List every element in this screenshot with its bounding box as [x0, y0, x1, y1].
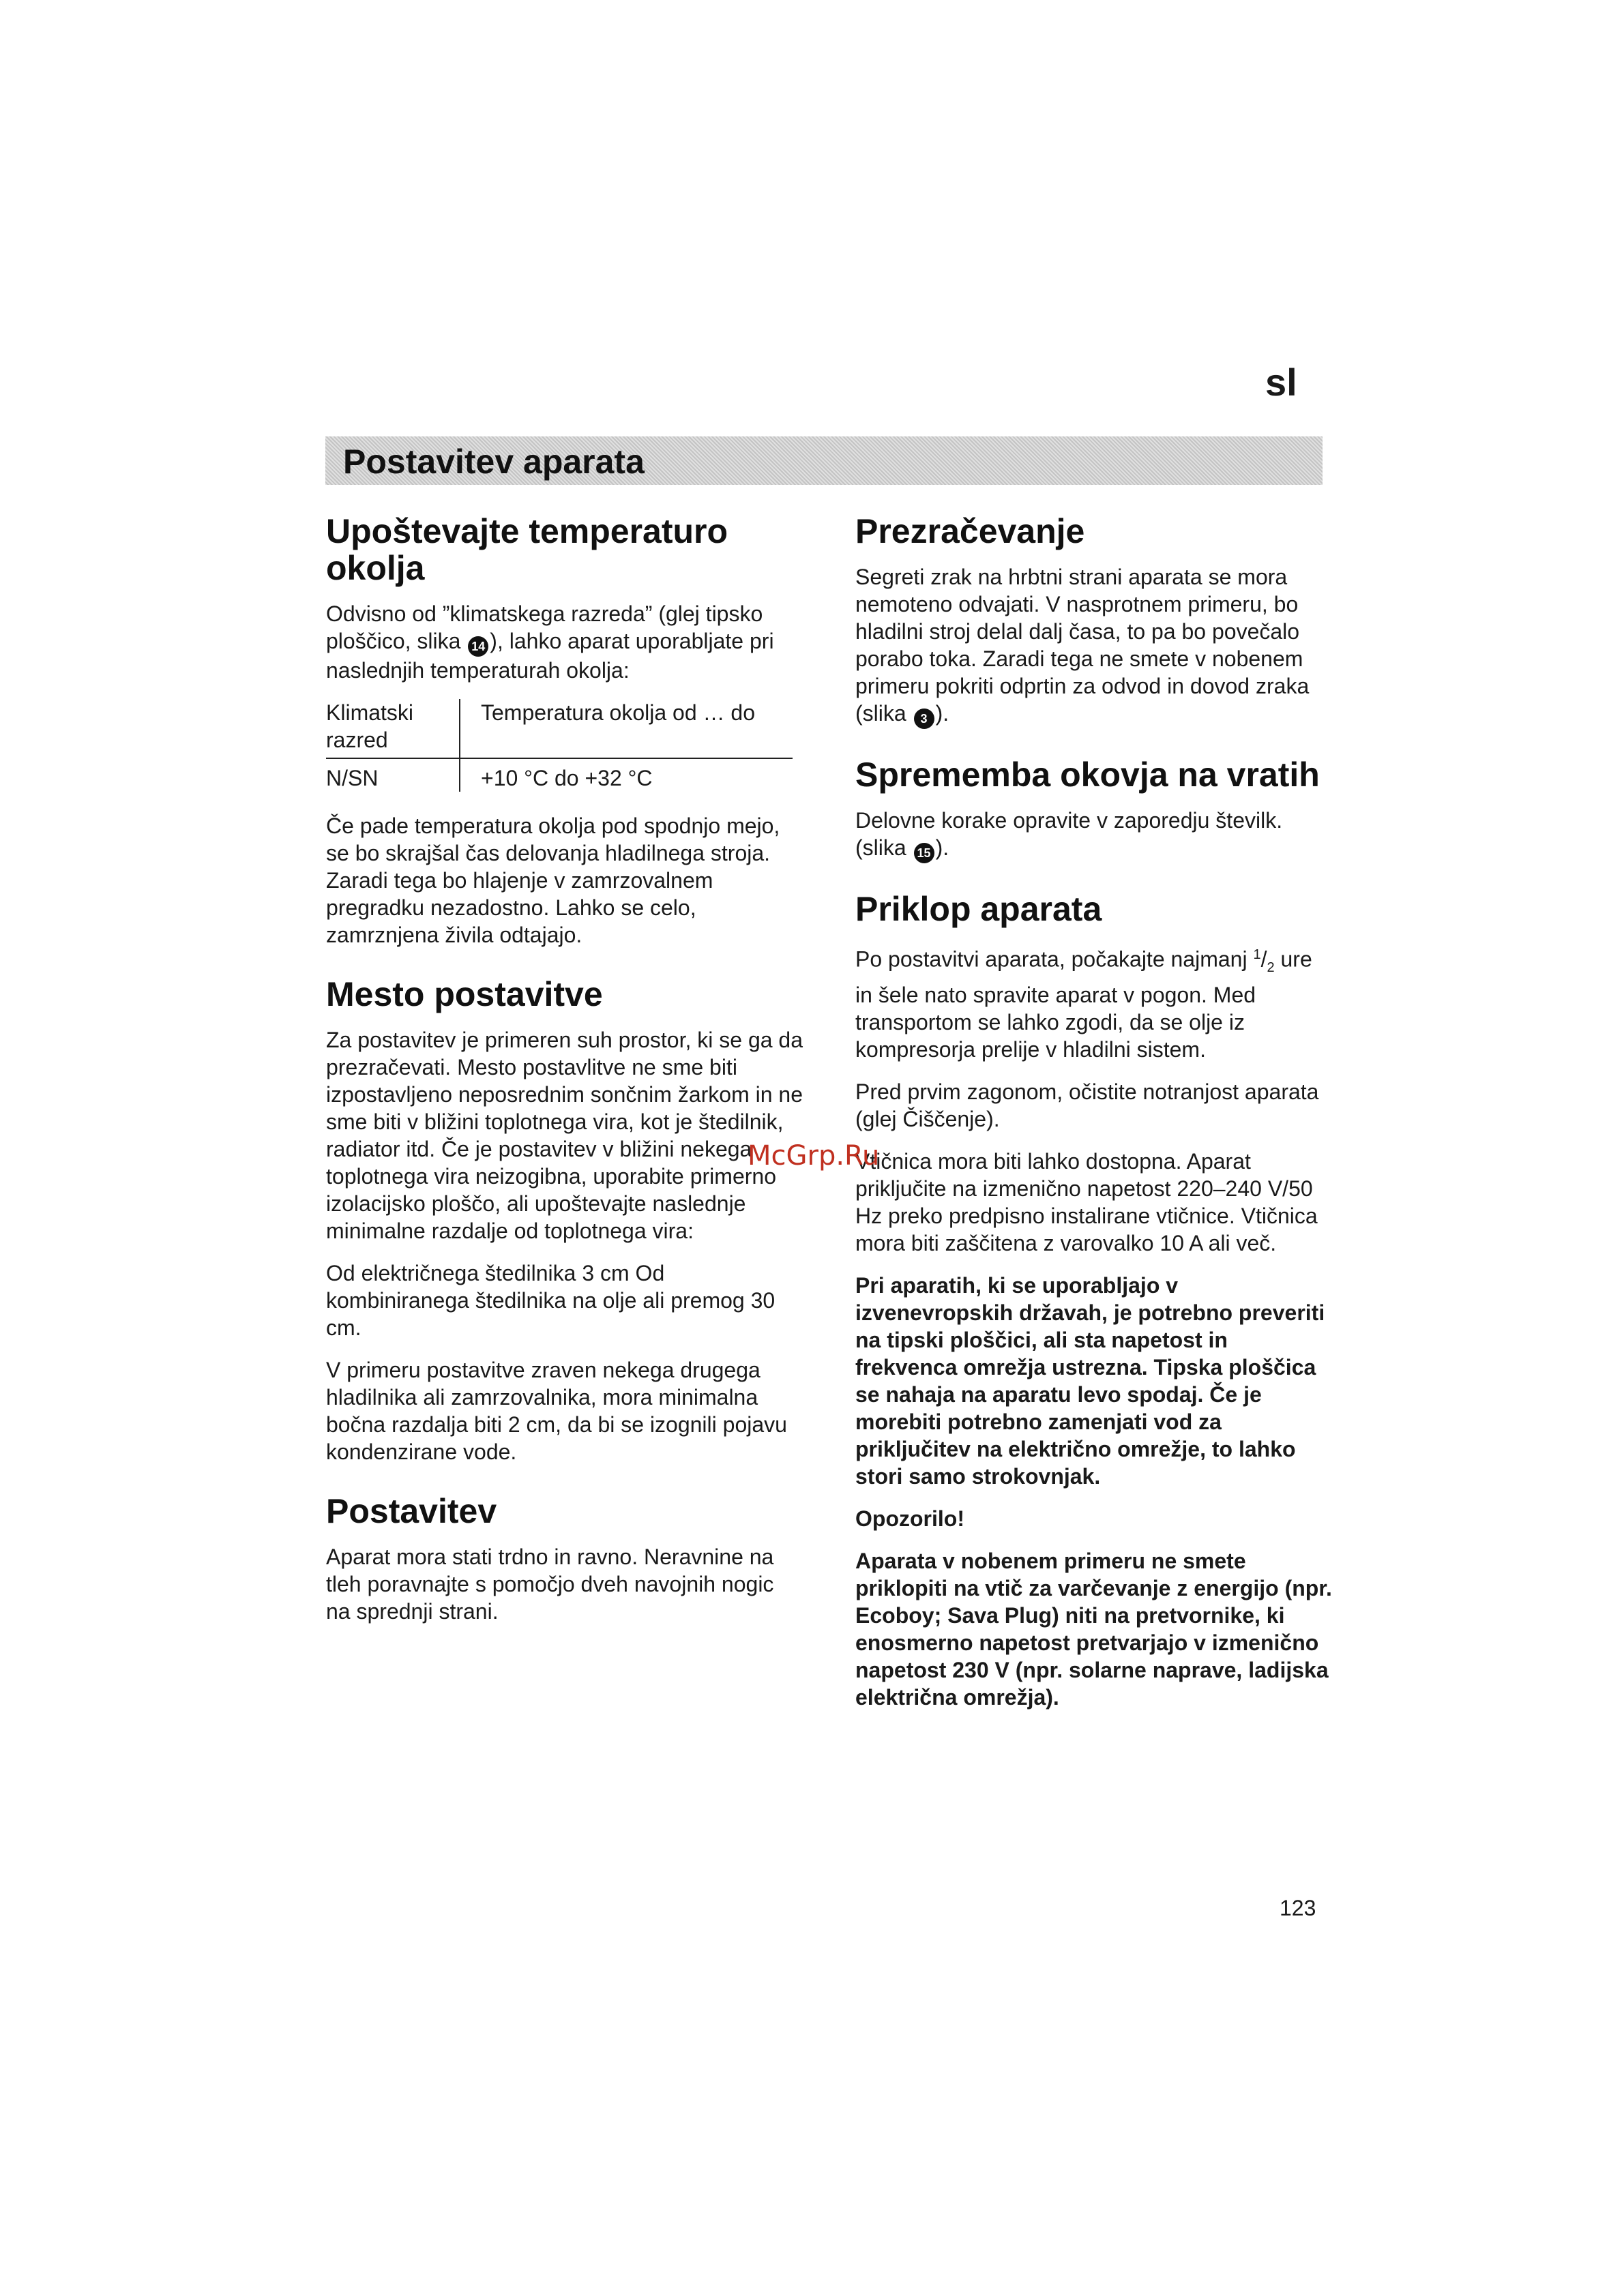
table-header-temperature: Temperatura okolja od … do: [460, 699, 793, 758]
paragraph-setup: Aparat mora stati trdno in ravno. Neravnine na tleh poravnajte s pomočjo dveh navojnih nogic na sprednji strani.: [326, 1545, 774, 1624]
left-column: [326, 513, 803, 1640]
climate-class-table: [326, 699, 793, 792]
paragraph-connection-4: Pri aparatih, ki se uporabljajo v izvenevropskih državah, je potrebno preveriti na tipski ploščici, ali sta napetost in frekvenca omrežja ustrezna. Tipska ploščica se nahaja na aparatu levo spodaj. Če je morebiti potrebno zamenjati vod za priključitev na električno omrežje, to lahko stori samo strokovnjak.: [855, 1273, 1325, 1489]
table-header-class: Klimatski razred: [326, 699, 460, 758]
heading-location: Mesto postavitve: [326, 975, 603, 1013]
figure-ref-14: 14: [468, 636, 488, 657]
heading-ventilation: Prezračevanje: [855, 512, 1085, 550]
heading-door-hinge: Sprememba okovja na vratih: [855, 756, 1320, 794]
paragraph-low-temperature: Če pade temperatura okolja pod spodnjo mejo, se bo skrajšal čas delovanja hladilnega stroja. Zaradi tega bo hlajenje v zamrzovalnem pregradku nezadostno. Lahko se celo, zamrznjena živila odtajajo.: [326, 814, 780, 947]
paragraph-connection-1: Po postavitvi aparata, počakajte najmanj $^1/_2$ ure in šele nato spravite aparat v pogon. Med transportom se lahko zgodi, da se olje iz kompresorja prelije v hladilni sistem.: [855, 946, 1312, 1062]
paragraph-door-hinge: Delovne korake opravite v zaporedju številk. (slika 15 ).: [855, 807, 1333, 863]
section-title: Postavitev aparata: [343, 443, 645, 481]
section-banner: [325, 436, 1323, 485]
table-cell-class: N/SN: [326, 766, 379, 790]
paragraph-location-3: V primeru postavitve zraven nekega drugega hladilnika ali zamrzovalnika, mora minimalna bočna razdalja biti 2 cm, da bi se izognili pojavu kondenzirane vode.: [326, 1358, 787, 1464]
page-number: 123: [1280, 1896, 1316, 1920]
watermark: McGrp.Ru: [748, 1140, 880, 1172]
paragraph-location-2: Od električnega štedilnika 3 cm Od kombiniranega štedilnika na olje ali premog 30 cm.: [326, 1261, 776, 1340]
heading-temperature: Upoštevajte temperaturo okolja: [326, 512, 728, 587]
paragraph-connection-3: Vtičnica mora biti lahko dostopna. Aparat priključite na izmenično napetost 220–240 V/50 Hz preko predpisno instalirane vtičnice. Vtičnica mora biti zaščitena z varovalko 10 A ali več.: [855, 1149, 1318, 1256]
paragraph-temperature: Odvisno od ”klimatskega razreda” (glej tipsko ploščico, slika 14 ), lahko aparat uporabljate pri naslednjih temperaturah okolja:: [326, 601, 774, 683]
table-cell-range: +10 °C do +32 °C: [460, 758, 793, 792]
heading-connection: Priklop aparata: [855, 890, 1102, 928]
figure-ref-15: 15: [914, 843, 934, 863]
language-code: sl: [1265, 361, 1297, 404]
paragraph-connection-2: Pred prvim zagonom, očistite notranjost aparata (glej Čiščenje).: [855, 1079, 1319, 1132]
warning-label: Opozorilo!: [855, 1506, 964, 1532]
paragraph-warning: Aparata v nobenem primeru ne smete priklopiti na vtič za varčevanje z energijo (npr. Ecoboy; Sava Plug) niti na pretvornike, ki enosmerno napetost pretvarjajo v izmenično napetost 230 V (npr. solarne naprave, ladijska električna omrežja).: [855, 1549, 1332, 1710]
paragraph-location-1: Za postavitev je primeren suh prostor, ki se ga da prezračevati. Mesto postavlitve ne sme biti izpostavljeno neposrednim sončnim žarkom in ne sme biti v bližini toplotnega vira, kot je štedilnik, radiator itd. Če je postavitev v bližini nekega toplotnega vira neizogibna, uporabite primerno izolacijsko ploščo, ali upoštevajte naslednje minimalne razdalje od toplotnega vira:: [326, 1028, 803, 1243]
paragraph-ventilation: Segreti zrak na hrbtni strani aparata se mora nemoteno odvajati. V nasprotnem primeru, bo hladilni stroj delal dalj časa, to pa bo povečalo porabo toka. Zaradi tega ne smete v nobenem primeru pokriti odprtin za odvod in dovod zraka (slika 3 ).: [855, 563, 1333, 729]
heading-setup: Postavitev: [326, 1492, 497, 1530]
figure-ref-3: 3: [914, 709, 934, 729]
right-column: [855, 513, 1333, 1726]
